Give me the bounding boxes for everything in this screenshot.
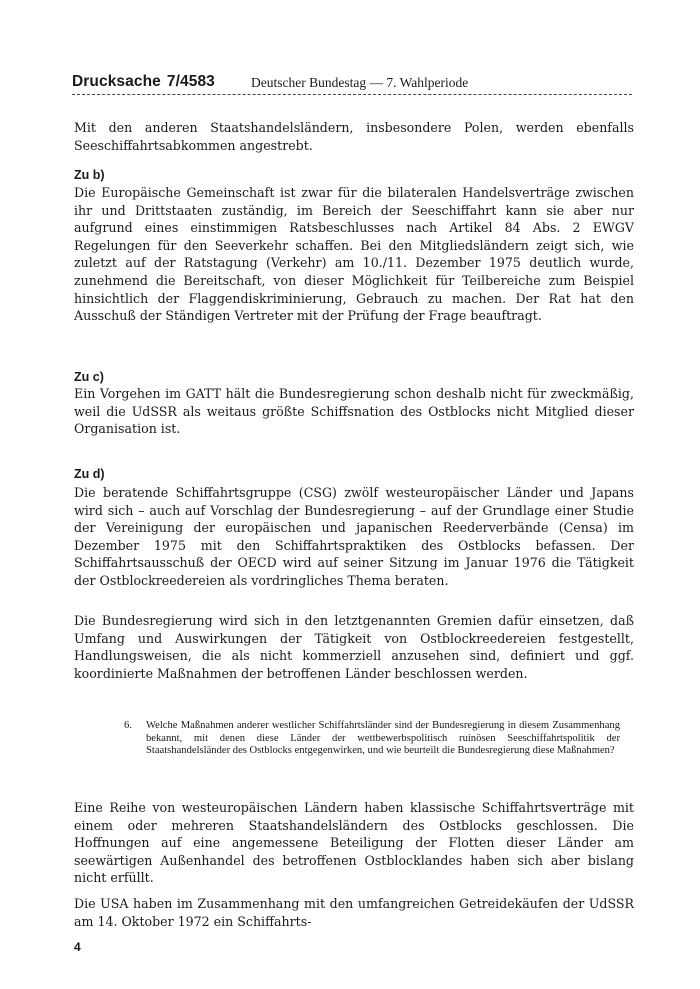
page-number: 4 xyxy=(74,940,81,954)
page-header xyxy=(72,73,632,93)
heading-zu-d: Zu d) xyxy=(74,467,105,481)
document-label: Drucksache xyxy=(72,73,161,90)
paragraph-answer-6-2: Die USA haben im Zusammenhang mit den umfangreichen Getreidekäufen der UdSSR am 14. Oktober 1972 ein Schiffahrts- xyxy=(74,896,634,929)
paragraph-intro: Mit den anderen Staatshandelsländern, insbesondere Polen, werden ebenfalls Seeschiffahrtsabkommen angestrebt. xyxy=(74,120,634,153)
paragraph-zu-c: Ein Vorgehen im GATT hält die Bundesregierung schon deshalb nicht für zweckmäßig, weil die UdSSR als weitaus größte Schiffsnation des Ostblocks nicht Mitglied dieser Organisation ist. xyxy=(74,386,634,437)
paragraph-zu-b: Die Europäische Gemeinschaft ist zwar für die bilateralen Handelsverträge zwischen ihr und Drittstaaten zuständig, im Bereich der Seeschiffahrt kann sie aber nur aufgrund eines einstimmigen Ratsbeschlusses nach Artikel 84 Abs. 2 EWGV Regelungen für den Seeverkehr schaffen. Bei den Mitgliedsländern zeigt sich, wie zuletzt auf der Ratstagung (Verkehr) am 10./11. Dezember 1975 deutlich wurde, zunehmend die Bereitschaft, von dieser Möglichkeit für Teilbereiche zum Beispiel hinsichtlich der Flaggendiskriminierung, Gebrauch zu machen. Der Rat hat den Ausschuß der Ständigen Vertreter mit der Prüfung der Frage beauftragt. xyxy=(74,185,634,324)
heading-zu-b: Zu b) xyxy=(74,168,105,182)
header-divider xyxy=(72,94,632,95)
question-text: Welche Maßnahmen anderer westlicher Schiffahrtsländer sind der Bundesregierung in diesem Zusammenhang bekannt, mit denen diese Länder der wettbewerbspolitisch ruinösen Seeschiffahrtspolitik der Staatshandelsländer des Ostblocks entgegenwirken, und wie beurteilt die Bundesregierung diese Maßnahmen? xyxy=(146,720,620,757)
paragraph-zu-d-1: Die beratende Schiffahrtsgruppe (CSG) zwölf westeuropäischer Länder und Japans wird sich – auch auf Vorschlag der Bundesregierung – auf der Grundlage einer Studie der Vereinigung der europäischen und japanischen Reederverbände (Censa) im Dezember 1975 mit den Schiffahrtspraktiken des Ostblocks befassen. Der Schiffahrtsausschuß der OECD wird auf seiner Sitzung im Januar 1976 die Tätigkeit der Ostblockreedereien als vordringliches Thema beraten. xyxy=(74,485,634,588)
document-id xyxy=(72,73,215,91)
question-number: 6. xyxy=(124,720,132,731)
paragraph-answer-6-1: Eine Reihe von westeuropäischen Ländern haben klassische Schiffahrtsverträge mit einem oder mehreren Staatshandelsländern des Ostblocks geschlossen. Die Hoffnungen auf eine angemessene Beteiligung der Flotten dieser Länder am seewärtigen Außenhandel des betroffenen Ostblocklandes haben sich aber bislang nicht erfüllt. xyxy=(74,800,634,886)
heading-zu-c: Zu c) xyxy=(74,370,104,384)
parliament-title: Deutscher Bundestag — 7. Wahlperiode xyxy=(251,75,469,90)
document-number: 7/4583 xyxy=(166,73,215,90)
question-6 xyxy=(124,720,620,758)
paragraph-zu-d-2: Die Bundesregierung wird sich in den letztgenannten Gremien dafür einsetzen, daß Umfang und Auswirkungen der Tätigkeit von Ostblockreedereien festgestellt, Handlungsweisen, die als nicht kommerziell anzusehen sind, definiert und ggf. koordinierte Maßnahmen der betroffenen Länder beschlossen werden. xyxy=(74,613,634,681)
